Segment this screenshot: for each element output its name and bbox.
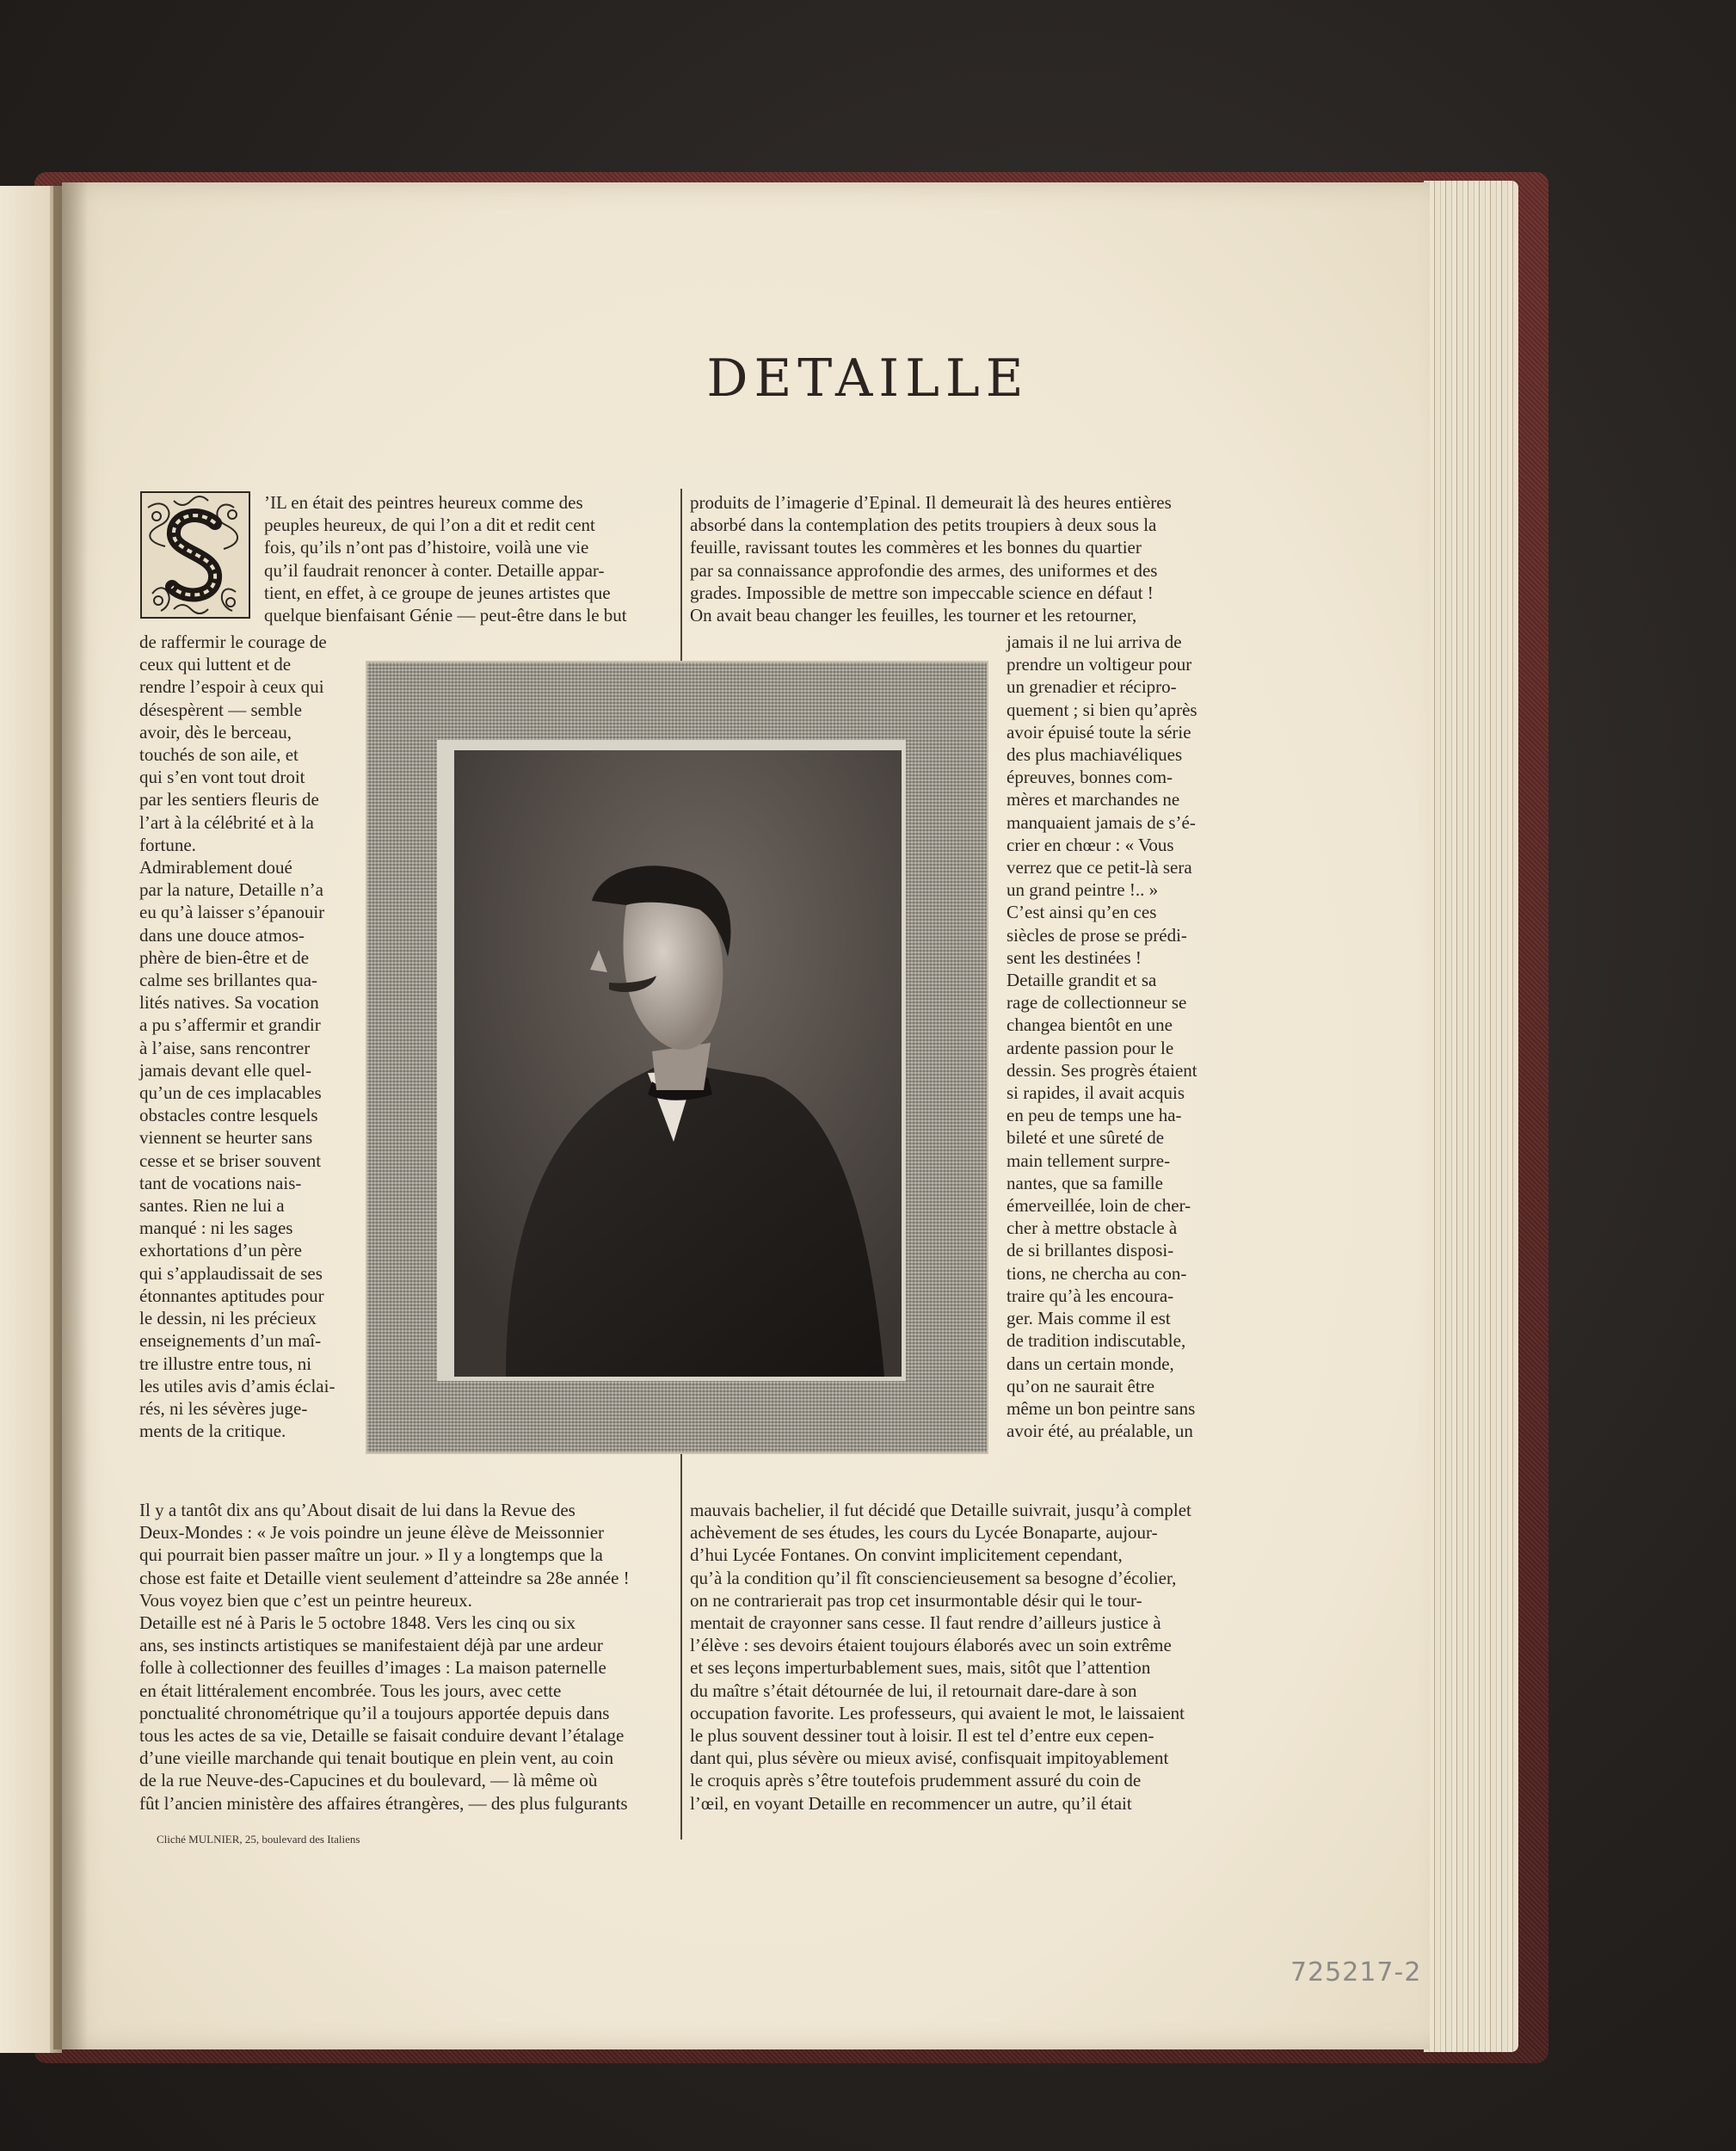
text-left-top: ’IL en était des peintres heureux comme des peuples heureux, de qui l’on a dit et redit cent fois, qu’ils n’ont pas d’histoire, voilà une vie qu’il faudrait renoncer à conter. Detaille appar- tient, en effet, à ce groupe de jeunes artistes que quelque bienfaisant Génie — peut-être dans le but — [264, 492, 627, 626]
portrait-photograph — [454, 750, 902, 1377]
gutter-shadow — [53, 182, 88, 2049]
archive-number: 725217-2 — [1290, 1957, 1422, 1988]
article-title: DETAILLE — [706, 348, 1030, 409]
text-left-bottom: Il y a tantôt dix ans qu’About disait de lui dans la Revue des Deux-Mondes : « Je vois poindre un jeune élève de Meissonnier qui pourrait bien passer maître un jour. » Il y a longtemps que la chose est faite et Detaille vient seulement d’atteindre sa 28e année ! Vous voyez bien que c’est un peintre heureux. Detaille est né à Paris le 5 octobre 1848. Vers les cinq ou six ans, ses instincts artistiques se manifestaient déjà par une ardeur folle à collectionner des feuilles d’images : La maison paternelle en était littéralement encombrée. Tous les jours, avec cette ponctualité chronométrique qu’il a toujours apportée depuis dans tous les actes de sa vie, Detaille se faisait conduire devant l’étalage d’une vieille marchande qui tenait boutique en plein vent, au coin de la rue Neuve-des-Capucines et du boulevard, — là même où fût l’ancien ministère des affaires étrangères, — des plus fulgurants — [139, 1500, 630, 1814]
text-right-bottom: mauvais bachelier, il fut décidé que Detaille suivrait, jusqu’à complet achèvement de ses études, les cours du Lycée Bonaparte, aujour- d’hui Lycée Fontanes. On convint implicitement cependant, qu’à la condition qu’il fît consciencieusement sa besogne d’écolier, on ne contrarierait pas trop cet insurmontable désir qui le tour- mentait de crayonner sans cesse. Il faut rendre d’ailleurs justice à l’élève : ses devoirs étaient toujours élaborés avec un soin extrême et ses leçons imperturbablement sues, mais, sitôt que l’attention du maître s’était détournée de lui, il retournait dare-dare à son occupation favorite. Les professeurs, qui avaient le mot, le laissaient le plus souvent dessiner tout à loisir. Il est tel d’entre eux cepen- dant qui, plus sévère ou mieux avisé, confisquait impitoyablement le croquis après s’être toutefois prudemment assuré du coin de l’œil, en voyant Detaille en recommencer un autre, qu’il était — [690, 1500, 1191, 1814]
text-right-narrow: jamais il ne lui arriva de prendre un voltigeur pour un grenadier et récipro- quement ; si bien qu’après avoir épuisé toute la série des plus machiavéliques épreuves, bonnes com- mères et marchandes ne manquaient jamais de s’é- crier en chœur : « Vous verrez que ce petit-là sera un grand peintre !.. » C’est ainsi qu’en ces siècles de prose se prédi- sent les destinées ! Detaille grandit et sa rage de collectionneur se changea bientôt en une ardente passion pour le dessin. Ses progrès étaient si rapides, il avait acquis en peu de temps une ha- bileté et une sûreté de main tellement surpre- nantes, que sa famille émerveillée, loin de cher- cher à mettre obstacle à de si brillantes disposi- tions, ne chercha au con- traire qu’à les encoura- ger. Mais comme il est de tradition indiscutable, dans un certain monde, qu’on ne saurait être même un bon peintre sans avoir été, au préalable, un — [1007, 632, 1197, 1442]
page-stack-edges — [1424, 181, 1518, 2052]
text-right-top: produits de l’imagerie d’Epinal. Il demeurait là des heures entières absorbé dans la contemplation des petits troupiers à deux sous la feuille, ravissant toutes les commères et les bonnes du quartier par sa connaissance approfondie des armes, des uniformes et des grades. Impossible de mettre son impeccable science en défaut ! On avait beau changer les feuilles, les tourner et les retourner, — [690, 492, 1172, 626]
ornamental-initial-s-icon — [139, 490, 251, 619]
previous-page-edge — [0, 186, 54, 2053]
photo-credit: Cliché MULNIER, 25, boulevard des Italiens — [157, 1833, 360, 1846]
text-left-narrow: de raffermir le courage de ceux qui luttent et de rendre l’espoir à ceux qui désespèrent — semble avoir, dès le berceau, touchés de son aile, et qui s’en vont tout droit par les sentiers fleuris de l’art à la célébrité et à la fortune. Admirablement doué par la nature, Detaille n’a eu qu’à laisser s’épanouir dans une douce atmos- phère de bien-être et de calme ses brillantes qua- lités natives. Sa vocation a pu s’affermir et grandir à l’aise, sans rencontrer jamais devant elle quel- qu’un de ces implacables obstacles contre lesquels viennent se heurter sans cesse et se briser souvent tant de vocations nais- santes. Rien ne lui a manqué : ni les sages exhortations d’un père qui s’applaudissait de ses étonnantes aptitudes pour le dessin, ni les précieux enseignements d’un maî- tre illustre entre tous, ni les utiles avis d’amis éclai- rés, ni les sévères juge- ments de la critique. — [139, 632, 336, 1442]
